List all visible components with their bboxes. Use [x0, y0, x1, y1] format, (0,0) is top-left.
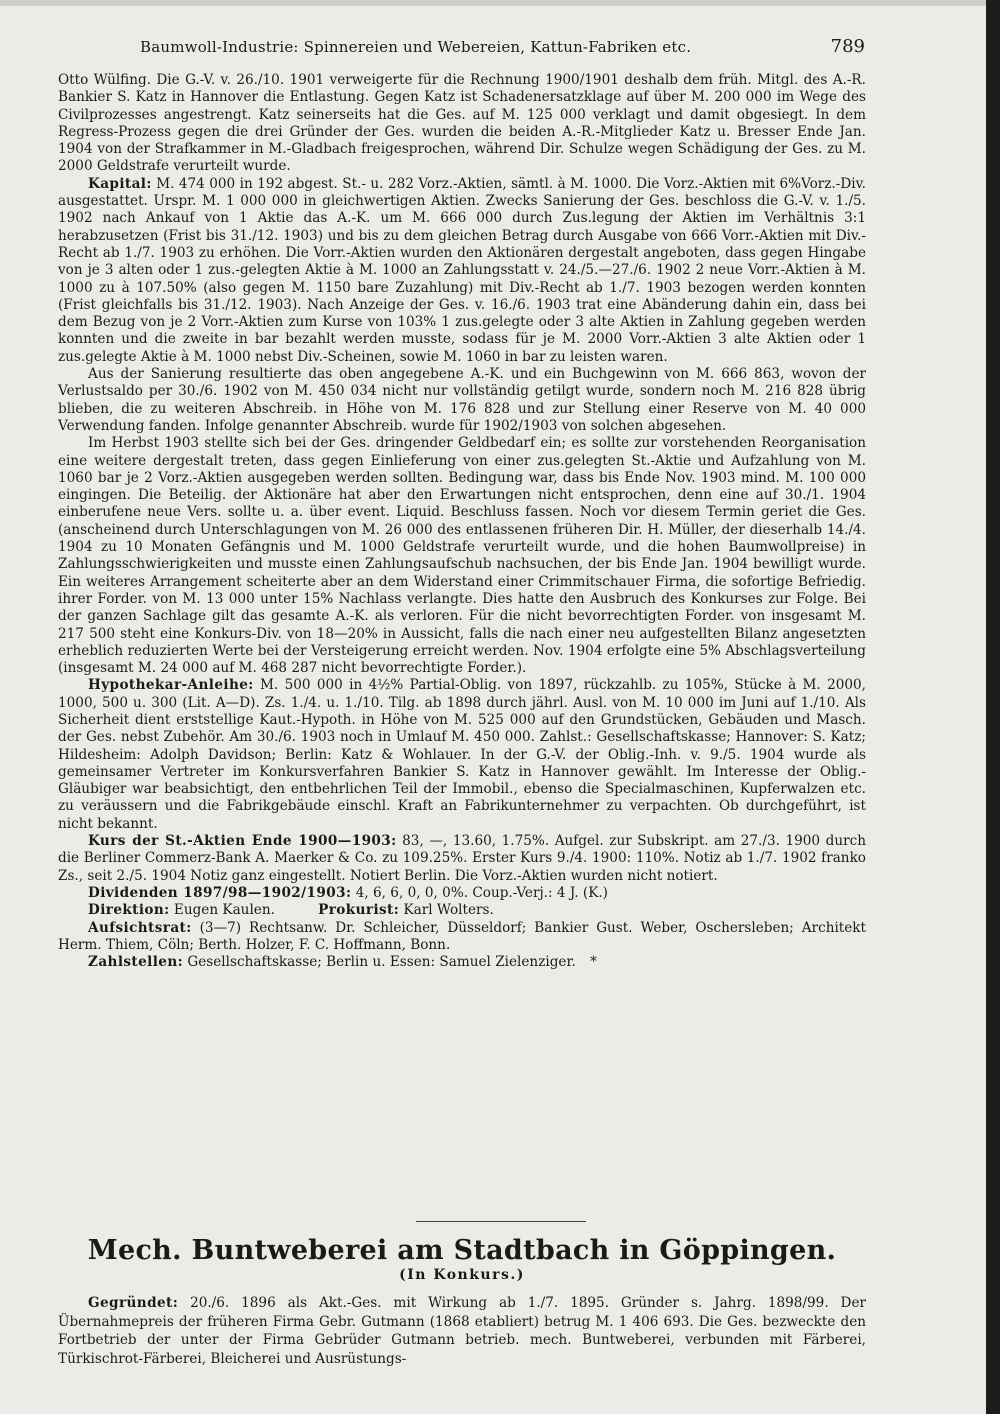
- paragraph-zahlstellen: [58, 954, 866, 971]
- paragraph-kapital: [58, 176, 866, 366]
- paragraph-dividenden: [58, 885, 866, 902]
- paragraph-lawsuits: Otto Wülfing. Die G.-V. v. 26./10. 1901 verweigerte für die Rechnung 1900/1901 deshalb dem früh. Mitgl. des A.-R. Bankier S. Katz in Hannover die Entlastung. Gegen Katz ist Schadenersatzklage auf über M. 200 000 im Wege des Civilprozesses angestrengt. Katz seinerseits hat die Ges. auf M. 125 000 verklagt und damit obgesiegt. In dem Regress-Prozess gegen die drei Gründer der Ges. wurden die beiden A.-R.-Mitglieder Katz u. Bresser Ende Jan. 1904 von der Strafkammer in M.-Gladbach freigesprochen, während Dir. Schulze wegen Schädigung der Ges. zu M. 2000 Geldstrafe verurteilt wurde.: [58, 72, 866, 175]
- kapital-label: Kapital:: [88, 175, 152, 192]
- dividenden-label: Dividenden 1897/98—1902/1903:: [88, 884, 352, 901]
- aufsichtsrat-label: Aufsichtsrat:: [88, 919, 192, 936]
- direktion-label: Direktion:: [88, 902, 170, 919]
- scan-top-edge: [0, 0, 1000, 6]
- scan-binding-edge: [986, 0, 1000, 1414]
- zahlstellen-text: Gesellschaftskasse; Berlin u. Essen: Samuel Zielenziger.: [187, 954, 576, 971]
- section-divider: [416, 1221, 586, 1222]
- page-number: 789: [830, 36, 865, 57]
- running-title: Baumwoll-Industrie: Spinnereien und Webereien, Kattun-Fabriken etc.: [140, 38, 692, 56]
- paragraph-direktion: [58, 902, 866, 919]
- paragraph-gegruendet: [58, 1294, 866, 1368]
- aufsichtsrat-text: (3—7) Rechtsanw. Dr. Schleicher, Düsseldorf; Bankier Gust. Weber, Oschersleben; Architekt Herm. Thiem, Cöln; Berth. Holzer, F. C. Hoffmann, Bonn.: [58, 919, 866, 953]
- kurs-text: 83, —, 13.60, 1.75%. Aufgel. zur Subskript. am 27./3. 1900 durch die Berliner Commerz-Bank A. Maerker & Co. zu 109.25%. Erster Kurs 9./4. 1900: 110%. Notiz ab 1./7. 1902 franko Zs., seit 2./5. 1904 Notiz ganz eingestellt. Notiert Berlin. Die Vorz.-Aktien wurden nicht notiert.: [58, 833, 866, 884]
- page-header: [140, 38, 865, 62]
- gegruendet-text: 20./6. 1896 als Akt.-Ges. mit Wirkung ab 1./7. 1895. Gründer s. Jahrg. 1898/99. Der Übernahmepreis der früheren Firma Gebr. Gutmann (1868 etabliert) betrug M. 1 406 693. Die Ges. bezweckte den Fortbetrieb der unter der Firma Gebrüder Gutmann betrieb. mech. Buntweberei, verbunden mit Färberei, Türkischrot-Färberei, Bleicherei und Ausrüstungs-: [58, 1295, 866, 1367]
- paragraph-hypothekar: [58, 677, 866, 833]
- kurs-label: Kurs der St.-Aktien Ende 1900—1903:: [88, 833, 397, 850]
- company-entry-body: [58, 72, 866, 971]
- kapital-text: M. 474 000 in 192 abgest. St.- u. 282 Vorz.-Aktien, sämtl. à M. 1000. Die Vorz.-Aktien mit 6%Vorz.-Div. ausgestattet. Urspr. M. 1 000 000 in gleichwertigen Aktien. Zwecks Sanierung der Ges. beschloss die G.-V. v. 1./5. 1902 nach Ankauf von 1 Aktie das A.-K. um M. 666 000 durch Zus.legung der Aktien im Verhältnis 3:1 herabzusetzen (Frist bis 31./12. 1903) und bis zu dem gleichen Betrag durch Ausgabe von 666 Vorr.-Aktien mit Div.-Recht ab 1./7. 1903 zu erhöhen. Die Vorr.-Aktien wurden den Aktionären dergestalt angeboten, dass gegen Hingabe von je 3 alten oder 1 zus.-gelegten Aktie à M. 1000 an Zahlungsstatt v. 24./5.—27./6. 1902 2 neue Vorr.-Aktien à M. 1000 zu à 107.50% (also gegen M. 1150 bare Zuzahlung) mit Div.-Recht ab 1./7. 1903 bezogen werden konnten (Frist gleichfalls bis 31./12. 1903). Nach Anzeige der Ges. v. 16./6. 1903 trat eine Abänderung dahin ein, dass bei dem Bezug von je 2 Vorr.-Aktien zum Kurse von 103% 1 zus.gelegte oder 3 alte Aktien in Zahlung gegeben werden konnten und die zweite in bar bezahlt werden musste, sodass für je M. 2000 Vorr.-Aktien 3 alte Aktien oder 1 zus.gelegte Aktie à M. 1000 nebst Div.-Scheinen, sowie M. 1060 in bar zu leisten waren.: [58, 175, 866, 365]
- prokurist-text: Karl Wolters.: [403, 902, 494, 919]
- prokurist-label: Prokurist:: [318, 902, 400, 919]
- paragraph-sanierung: Aus der Sanierung resultierte das oben angegebene A.-K. und ein Buchgewinn von M. 666 863, wovon der Verlustsaldo per 30./6. 1902 von M. 450 034 nicht nur vollständig getilgt wurde, sondern noch M. 216 828 übrig blieben, die zu weiteren Abschreib. in Höhe von M. 176 828 und zur Stellung einer Reserve von M. 40 000 Verwendung fanden. Infolge genannter Abschreib. wurde für 1902/1903 von solchen abgesehen.: [58, 366, 866, 434]
- direktion-text: Eugen Kaulen.: [173, 902, 275, 919]
- hypothekar-text: M. 500 000 in 4½% Partial-Oblig. von 1897, rückzahlb. zu 105%, Stücke à M. 2000, 1000, 500 u. 300 (Lit. A—D). Zs. 1./4. u. 1./10. Tilg. ab 1898 durch jährl. Ausl. von M. 10 000 im Juni auf 1./10. Als Sicherheit dient erststellige Kaut.-Hypoth. in Höhe von M. 525 000 auf den Grundstücken, Gebäuden und Masch. der Ges. nebst Zubehör. Am 30./6. 1903 noch in Umlauf M. 450 000. Zahlst.: Gesellschaftskasse; Hannover: S. Katz; Hildesheim: Adolph Davidson; Berlin: Katz & Wohlauer. In der G.-V. der Oblig.-Inh. v. 9./5. 1904 wurde als gemeinsamer Vertreter im Konkursverfahren Bankier S. Katz in Hannover gewählt. Im Interesse der Oblig.-Gläubiger war beabsichtigt, den entbehrlichen Teil der Immobil., ebenso die Specialmaschinen, Kupferwalzen etc. zu veräussern und die Fabrikgebäude einschl. Kraft an Fabrikunternehmer zu verpachten. Ob durchgeführt, ist nicht bekannt.: [58, 677, 866, 832]
- company-entry-body-2: [58, 1294, 866, 1368]
- company-title: Mech. Buntweberei am Stadtbach in Göppingen.: [87, 1235, 837, 1266]
- paragraph-kurs: [58, 833, 866, 885]
- company-status: (In Konkurs.): [399, 1267, 525, 1283]
- hypothekar-label: Hypothekar-Anleihe:: [88, 677, 254, 694]
- paragraph-aufsichtsrat: [58, 920, 866, 955]
- gegruendet-label: Gegründet:: [88, 1295, 179, 1311]
- entry-end-mark: *: [590, 954, 597, 971]
- paragraph-konkurs: Im Herbst 1903 stellte sich bei der Ges. dringender Geldbedarf ein; es sollte zur vorstehenden Reorganisation eine weitere dergestalt treten, dass gegen Einlieferung von einer zus.gelegten St.-Aktie und Aufzahlung von M. 1060 bar je 2 Vorz.-Aktien ausgegeben werden sollten. Bedingung war, dass bis Ende Nov. 1903 mind. M. 100 000 eingingen. Die Beteilig. der Aktionäre hat aber den Erwartungen nicht entsprochen, denn eine auf 30./1. 1904 einberufene neue Vers. sollte u. a. über event. Liquid. Beschluss fassen. Noch vor diesem Termin geriet die Ges. (anscheinend durch Unterschlagungen von M. 26 000 des entlassenen früheren Dir. H. Müller, der dieserhalb 14./4. 1904 zu 10 Monaten Gefängnis und M. 1000 Geldstrafe verurteilt wurde, und die hohen Baumwollpreise) in Zahlungsschwierigkeiten und musste einen Zahlungsaufschub nachsuchen, der bis Ende Jan. 1904 bewilligt wurde. Ein weiteres Arrangement scheiterte aber an dem Widerstand einer Crimmitschauer Firma, die sofortige Befriedig. ihrer Forder. von M. 13 000 unter 15% Nachlass verlangte. Dies hatte den Ausbruch des Konkurses zur Folge. Bei der ganzen Sachlage gilt das gesamte A.-K. als verloren. Für die nicht bevorrechtigten Forder. von insgesamt M. 217 500 steht eine Konkurs-Div. von 18—20% in Aussicht, falls die nach einer neu aufgestellten Bilanz angesetzten erheblich reduzierten Werte bei der Versteigerung erreicht werden. Nov. 1904 erfolgte eine 5% Abschlagsverteilung (insgesamt M. 24 000 auf M. 468 287 nicht bevorrechtigte Forder.).: [58, 435, 866, 677]
- zahlstellen-label: Zahlstellen:: [88, 954, 184, 971]
- dividenden-text: 4, 6, 6, 0, 0, 0%. Coup.-Verj.: 4 J. (K.): [355, 884, 608, 901]
